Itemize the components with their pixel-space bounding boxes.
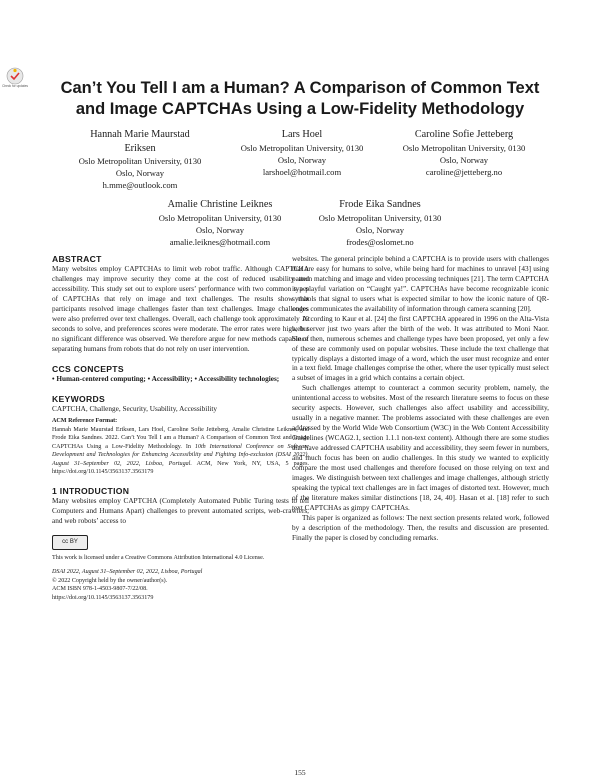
- left-column: [52, 253, 309, 602]
- intro-heading: 1 INTRODUCTION: [52, 485, 130, 496]
- author-affiliation: Oslo Metropolitan University, 0130: [402, 142, 526, 153]
- author-name: Amalie Christine Leiknes: [167, 199, 273, 210]
- author-location: Oslo, Norway: [355, 224, 405, 235]
- check-for-updates-icon: [4, 66, 26, 94]
- ccs-text: • Human-centered computing; • Accessibility; • Accessibility technologies;: [52, 374, 280, 383]
- author-name-cont: Eriksen: [124, 142, 156, 154]
- author-block: [140, 198, 300, 248]
- license-venue: DSAI 2022, August 31–September 02, 2022, Lisboa, Portugal: [52, 569, 203, 576]
- body-paragraph: According to Kaur et al. [24] the first CAPTCHA appeared in 1996 on the Alta-Vista web server just two years after the birth of the web. It was attributed to Moni Naor. Since then, numerous schemes and challenge types have been proposed, yet only a few of these are commonly used on popular websites. These include the text challenge that typically displays a distorted image of a word, which the user must recognize and enter in a text field. Image challenges comprise the other, where the user typically must select a subset of images in a grid which contains a certain object.: [292, 314, 549, 383]
- author-affiliation: Oslo Metropolitan University, 0130: [158, 212, 282, 223]
- abstract-heading: ABSTRACT: [52, 254, 102, 264]
- author-affiliation: Oslo Metropolitan University, 0130: [78, 156, 202, 166]
- author-email[interactable]: h.mme@outlook.com: [102, 180, 178, 191]
- author-email[interactable]: larshoel@hotmail.com: [262, 166, 342, 177]
- author-email[interactable]: caroline@jetteberg.no: [425, 166, 503, 177]
- cc-by-icon[interactable]: cc BY: [52, 535, 88, 550]
- title-line-1: Can’t You Tell I am a Human? A Comparison of Common Text: [60, 79, 540, 97]
- acm-reference-heading: ACM Reference Format:: [52, 418, 118, 425]
- author-name: Hannah Marie Maurstad: [90, 129, 190, 140]
- author-block: [300, 198, 460, 248]
- body-paragraph: Such challenges attempt to counteract a common security problem, namely, the unintentional access to websites. Most of the research literature seems to focus on these security aspects. However, such challenges also affect usability and accessibility, usually in a negative manner. The problems associated with these challenges are even addressed by the World Wide Web Consortium (W3C) in the Web Content Accessibility Guidelines (WCAG2.1, section 1.1.1 non-text content). Although there are some studies that have addressed CAPTCHA usability and accessibility, they seem fewer in numbers, and much focus has been on audio challenges. In this study we wanted to explicitly compare the most used challenges and therefore focused on those relying on text and images. We distinguish between text challenges and image challenges, although strictly speaking the typical text challenges are in fact images of distorted text. However, much of the literature makes similar distinctions [18, 24, 40]. Hasan et al. [18] refer to such text CAPTCHAs as gimpy CAPTCHAs.: [292, 384, 549, 512]
- body-paragraph: websites. The general principle behind a CAPTCHA is to provide users with challenges that are easy for humans to solve, while being hard for machines to unravel [43] using pattern matching and image and video processing techniques [21]. The term CAPTCHA is a playful variation on “Caught ya!”. CAPTCHAs have become recognizable iconic symbols that signal to users what is expected similar to how the iconic nature of QR-codes communicates the availability of information through camera scanning [20].: [292, 255, 549, 313]
- title-line-2: and Image CAPTCHAs Using a Low-Fidelity Methodology: [75, 100, 525, 118]
- author-block: [222, 128, 382, 178]
- acm-reference-authors: Hannah Marie Maurstad Eriksen, Lars Hoel, Caroline Sofie Jetteberg, Amalie Christine Leiknes, and Frode Eika Sandnes. 2022. Can’t You Tell I am a Human? A Comparison of Common Text and Image CAPTCHAs Using a Low-Fidelity Methodology. In: [52, 426, 309, 450]
- author-location: Oslo, Norway: [195, 224, 245, 235]
- license-isbn: ACM ISBN 978-1-4503-9807-7/22/08.: [52, 586, 148, 593]
- paper-title: [40, 78, 560, 120]
- acm-reference-venue: 10th International Conference on Software Development and Technologies for Enhancing Accessibility and Fighting Info-exclusion (DSAI 2022), August 31–September 02, 2022, Lisboa, Portugal.: [52, 443, 309, 467]
- author-name: Lars Hoel: [281, 129, 323, 140]
- author-block: [60, 128, 220, 192]
- intro-text: Many websites employ CAPTCHA (Completely Automated Public Turing tests to tell Computers and Humans Apart) challenges to prevent automated scripts, web-crawlers, and web robots’ access to: [52, 496, 309, 525]
- license-copyright: © 2022 Copyright held by the owner/author(s).: [52, 577, 168, 584]
- author-location: Oslo, Norway: [439, 154, 489, 165]
- body-paragraph: This paper is organized as follows: The next section presents related work, followed by a description of the methodology. Then, the results and discussion are presented. Finally the paper is closed by concluding remarks.: [292, 513, 549, 542]
- license-text: This work is licensed under a Creative Commons Attribution International 4.0 License.: [52, 554, 265, 561]
- license-doi[interactable]: https://doi.org/10.1145/3563137.3563179: [52, 594, 154, 601]
- badge-label: Check for updates: [2, 84, 28, 88]
- keywords-heading: KEYWORDS: [52, 393, 106, 404]
- author-name: Caroline Sofie Jetteberg: [414, 129, 514, 140]
- author-email[interactable]: frodes@oslomet.no: [346, 236, 414, 247]
- page-number: 155: [294, 768, 306, 777]
- check-for-updates-badge[interactable]: [4, 66, 26, 94]
- author-affiliation: Oslo Metropolitan University, 0130: [240, 142, 364, 153]
- keywords-text: CAPTCHA, Challenge, Security, Usability, Accessibility: [52, 404, 217, 413]
- license-block: [52, 535, 309, 603]
- author-location: Oslo, Norway: [277, 154, 327, 165]
- acm-reference: [52, 417, 309, 477]
- acm-reference-tail: ACM, New York, NY, USA, 5 pages. https://doi.org/10.1145/3563137.3563179: [52, 460, 309, 476]
- ccs-heading: CCS CONCEPTS: [52, 363, 124, 374]
- author-location: Oslo, Norway: [115, 168, 165, 179]
- abstract-text: Many websites employ CAPTCHAs to limit web robot traffic. Although CAPTCHA challenges may improve security they come at the cost of reduced usability and accessibility. This study set out to explore users’ performance with two common types of CAPTCHAs that rely on image and text challenges. The results show that participants resolved image challenges faster than text challenges. Image challenges were also preferred over text challenges. Overall, each challenge took approximately 10 seconds to solve, and preferences scores were moderate. The error rates were high, but no significant difference was observed. We therefore argue for new methods capable of separating humans from robots that do not rely on user intervention.: [52, 265, 309, 353]
- author-affiliation: Oslo Metropolitan University, 0130: [318, 212, 442, 223]
- right-column: [292, 255, 549, 544]
- author-block: [384, 128, 544, 178]
- author-email[interactable]: amalie.leiknes@hotmail.com: [169, 236, 271, 247]
- author-name: Frode Eika Sandnes: [339, 199, 421, 210]
